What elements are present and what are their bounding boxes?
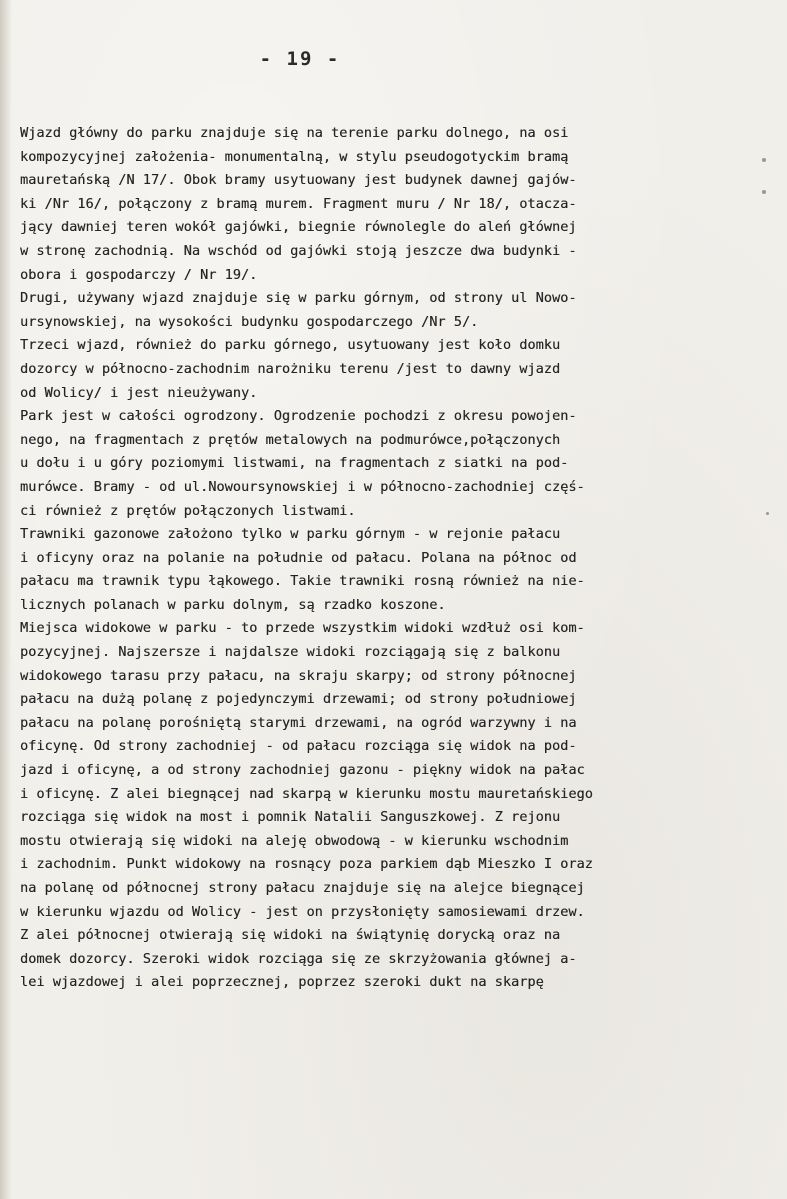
text-line: Miejsca widokowe w parku - to przede wszystkim widoki wzdłuż osi kom-	[20, 620, 585, 637]
text-line: i zachodnim. Punkt widokowy na rosnący poza parkiem dąb Mieszko I oraz	[20, 856, 593, 873]
text-line: Trzeci wjazd, również do parku górnego, usytuowany jest koło domku	[20, 337, 561, 354]
text-line: obora i gospodarczy / Nr 19/.	[20, 266, 258, 283]
text-line: ki /Nr 16/, połączony z bramą murem. Fragment muru / Nr 18/, otacza-	[20, 195, 577, 212]
text-line: w stronę zachodnią. Na wschód od gajówki stoją jeszcze dwa budynki -	[20, 242, 577, 259]
text-line: Drugi, używany wjazd znajduje się w parku górnym, od strony ul Nowo-	[20, 290, 577, 307]
text-line: pałacu ma trawnik typu łąkowego. Takie trawniki rosną również na nie-	[20, 573, 585, 590]
text-line: pałacu na dużą polanę z pojedynczymi drzewami; od strony południowej	[20, 691, 577, 708]
text-line: Z alei północnej otwierają się widoki na świątynię dorycką oraz na	[20, 927, 561, 944]
text-line: oficynę. Od strony zachodniej - od pałacu rozciąga się widok na pod-	[20, 738, 577, 755]
page-edge-shadow	[0, 0, 12, 1199]
text-line: Trawniki gazonowe założono tylko w parku górnym - w rejonie pałacu	[20, 526, 561, 543]
text-line: kompozycyjnej założenia- monumentalną, w stylu pseudogotyckim bramą	[20, 148, 569, 165]
text-line: ursynowskiej, na wysokości budynku gospodarczego /Nr 5/.	[20, 313, 479, 330]
text-line: murówce. Bramy - od ul.Nowoursynowskiej i w północno-zachodniej częś-	[20, 478, 585, 495]
text-line: domek dozorcy. Szeroki widok rozciąga się ze skrzyżowania głównej a-	[20, 950, 577, 967]
text-line: jący dawniej teren wokół gajówki, biegnie równolegle do aleń głównej	[20, 219, 577, 236]
text-line: Wjazd główny do parku znajduje się na terenie parku dolnego, na osi	[20, 125, 569, 141]
page-number: - 19 -	[259, 48, 341, 70]
paper-speck	[762, 190, 766, 194]
text-line: mauretańską /N 17/. Obok bramy usytuowany jest budynek dawnej gajów-	[20, 172, 577, 189]
text-line: jazd i oficynę, a od strony zachodniej gazonu - piękny widok na pałac	[20, 762, 585, 779]
text-line: licznych polanach w parku dolnym, są rzadko koszone.	[20, 596, 446, 613]
paper-speck	[762, 158, 766, 162]
body-text	[20, 122, 787, 995]
text-line: od Wolicy/ i jest nieużywany.	[20, 384, 258, 401]
text-line: u dołu i u góry poziomymi listwami, na fragmentach z siatki na pod-	[20, 455, 569, 472]
paper-speck	[766, 512, 769, 515]
text-line: widokowego tarasu przy pałacu, na skraju skarpy; od strony północnej	[20, 667, 577, 684]
text-line: na polanę od północnej strony pałacu znajduje się na alejce biegnącej	[20, 880, 585, 896]
text-line: dozorcy w północno-zachodnim narożniku terenu /jest to dawny wjazd	[20, 360, 561, 377]
text-line: ci również z prętów połączonych listwami.	[20, 502, 356, 519]
text-line: nego, na fragmentach z prętów metalowych na podmurówce,połączonych	[20, 431, 561, 448]
text-line: Park jest w całości ogrodzony. Ogrodzenie pochodzi z okresu powojen-	[20, 408, 577, 425]
text-line: i oficyny oraz na polanie na południe od pałacu. Polana na północ od	[20, 549, 577, 566]
text-line: pozycyjnej. Najszersze i najdalsze widoki rozciągają się z balkonu	[20, 644, 561, 661]
text-line: pałacu na polanę porośniętą starymi drzewami, na ogród warzywny i na	[20, 714, 577, 731]
text-line: w kierunku wjazdu od Wolicy - jest on przysłonięty samosiewami drzew.	[20, 903, 585, 920]
text-line: i oficynę. Z alei biegnącej nad skarpą w kierunku mostu mauretańskiego	[20, 785, 593, 802]
text-line: mostu otwierają się widoki na aleję obwodową - w kierunku wschodnim	[20, 832, 569, 849]
text-line: lei wjazdowej i alei poprzecznej, poprzez szeroki dukt na skarpę	[20, 974, 544, 991]
text-line: rozciąga się widok na most i pomnik Natalii Sanguszkowej. Z rejonu	[20, 809, 561, 826]
